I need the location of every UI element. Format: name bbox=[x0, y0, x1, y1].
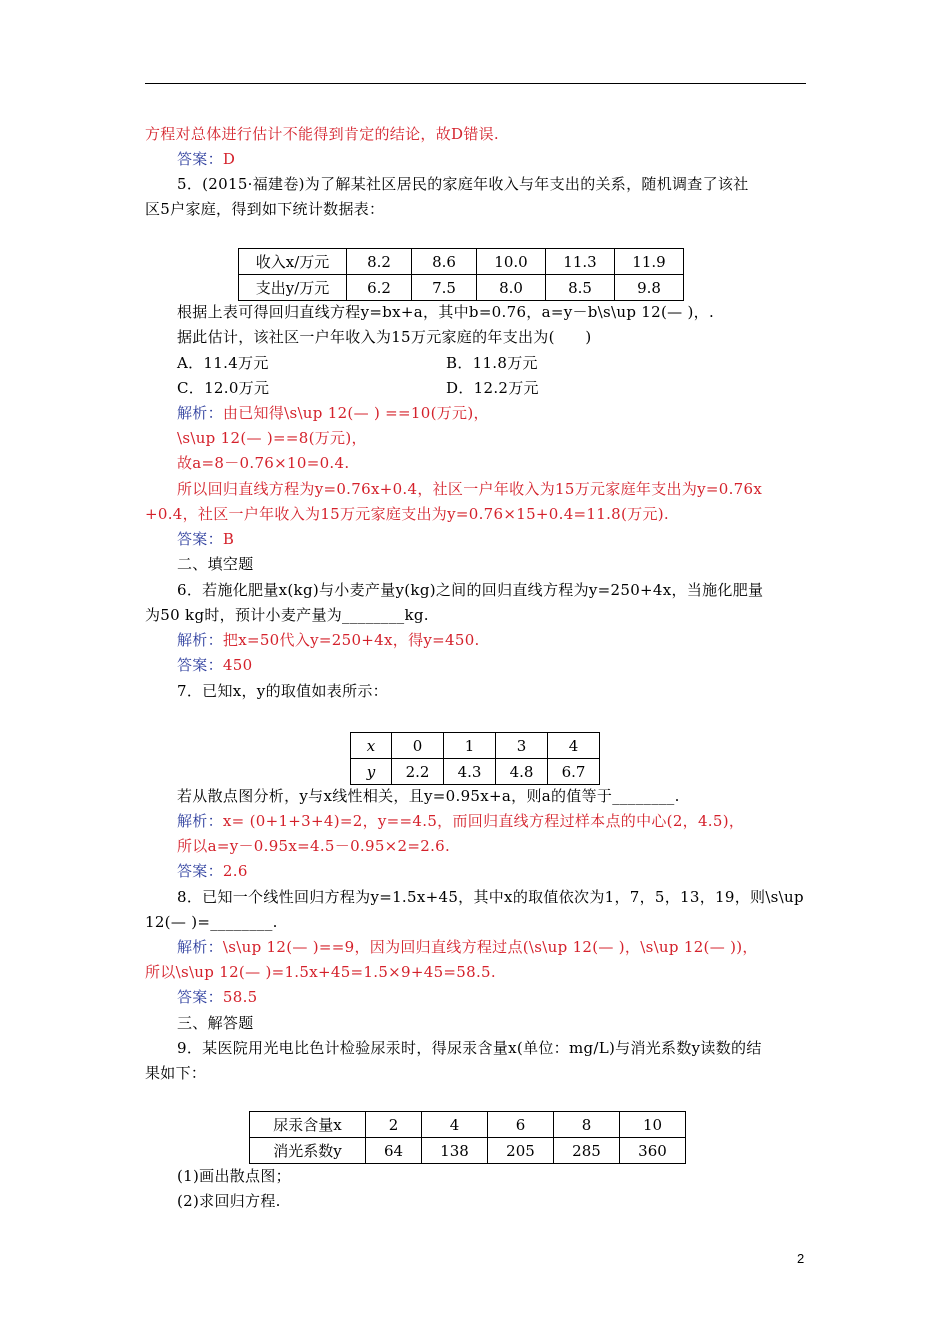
answer-label: 答案： bbox=[177, 150, 223, 168]
answer-line: 答案：58.5 bbox=[177, 988, 258, 1006]
table-cell: 2 bbox=[366, 1112, 422, 1138]
subquestion-line: (2)求回归方程. bbox=[177, 1192, 281, 1210]
answer-label: 答案： bbox=[177, 862, 223, 880]
question-5-line: 区5户家庭，得到如下统计数据表： bbox=[145, 200, 385, 218]
table-row bbox=[239, 275, 684, 301]
table-cell: 10.0 bbox=[477, 249, 546, 275]
table-cell: 2.2 bbox=[392, 759, 444, 785]
section-heading: 三、解答题 bbox=[177, 1014, 254, 1032]
page-number: 2 bbox=[797, 1251, 805, 1266]
table-cell: 3 bbox=[496, 733, 548, 759]
table-cell: 6.2 bbox=[347, 275, 412, 301]
answer-line: 答案：2.6 bbox=[177, 862, 248, 880]
text-line: 根据上表可得回归直线方程y=bx+a，其中b=0.76，a=y－b\s\up 12(— )，. bbox=[177, 303, 715, 321]
analysis-line: 所以\s\up 12(— )=1.5x+45=1.5×9+45=58.5. bbox=[145, 963, 496, 981]
table-row bbox=[351, 759, 600, 785]
answer-line: 答案：B bbox=[177, 530, 235, 548]
answer-line: 答案：450 bbox=[177, 656, 253, 674]
table-cell: 8.6 bbox=[412, 249, 477, 275]
table-cell: 11.3 bbox=[546, 249, 615, 275]
subquestion-line: (1)画出散点图； bbox=[177, 1167, 291, 1185]
table-row bbox=[250, 1112, 686, 1138]
question-7-line: 若从散点图分析，y与x线性相关，且y=0.95x+a，则a的值等于________. bbox=[177, 787, 680, 805]
analysis-label: 解析： bbox=[177, 631, 223, 649]
income-expense-table bbox=[238, 248, 684, 301]
table-cell: 0 bbox=[392, 733, 444, 759]
analysis-label: 解析： bbox=[177, 812, 223, 830]
table-cell: 收入x/万元 bbox=[239, 249, 347, 275]
xy-values-table bbox=[350, 732, 600, 785]
table-row bbox=[239, 249, 684, 275]
table-cell: 10 bbox=[620, 1112, 686, 1138]
option-d: D．12.2万元 bbox=[446, 379, 539, 397]
table-cell: 8.0 bbox=[477, 275, 546, 301]
analysis-line: 所以回归直线方程为y=0.76x+0.4，社区一户年收入为15万元家庭年支出为y=0.76x bbox=[177, 480, 763, 498]
table-cell: 6 bbox=[488, 1112, 554, 1138]
analysis-line: 故a=8－0.76×10=0.4. bbox=[177, 454, 350, 472]
table-cell: 4 bbox=[548, 733, 600, 759]
table-cell: 4 bbox=[422, 1112, 488, 1138]
question-7-line: 7．已知x，y的取值如表所示： bbox=[177, 682, 388, 700]
table-cell: 285 bbox=[554, 1138, 620, 1164]
table-row bbox=[250, 1138, 686, 1164]
analysis-line: 解析：\s\up 12(— )==9，因为回归直线方程过点(\s\up 12(— )，\s\up 12(— ))， bbox=[177, 938, 758, 956]
analysis-label: 解析： bbox=[177, 938, 223, 956]
table-cell: x bbox=[351, 733, 392, 759]
analysis-line: 解析：x= (0+1+3+4)=2，y==4.5，而回归直线方程过样本点的中心(2，4.5)， bbox=[177, 812, 745, 830]
table-cell: 4.8 bbox=[496, 759, 548, 785]
section-heading: 二、填空题 bbox=[177, 555, 254, 573]
table-cell: 9.8 bbox=[615, 275, 684, 301]
question-6-line: 为50 kg时，预计小麦产量为________kg. bbox=[145, 606, 429, 624]
table-cell: 1 bbox=[444, 733, 496, 759]
table-cell: 支出y/万元 bbox=[239, 275, 347, 301]
text-line: 据此估计，该社区一户年收入为15万元家庭的年支出为( ) bbox=[177, 328, 592, 346]
answer-line: 答案：D bbox=[177, 150, 236, 168]
header-rule bbox=[145, 83, 806, 84]
text-line: 方程对总体进行估计不能得到肯定的结论，故D错误. bbox=[145, 125, 499, 143]
question-5-line: 5．(2015·福建卷)为了解某社区居民的家庭年收入与年支出的关系，随机调查了该社 bbox=[177, 175, 749, 193]
table-cell: 11.9 bbox=[615, 249, 684, 275]
analysis-line: \s\up 12(— )==8(万元)， bbox=[177, 429, 367, 447]
table-cell: 138 bbox=[422, 1138, 488, 1164]
analysis-label: 解析： bbox=[177, 404, 223, 422]
table-cell: 64 bbox=[366, 1138, 422, 1164]
table-cell: 消光系数y bbox=[250, 1138, 366, 1164]
table-cell: 8 bbox=[554, 1112, 620, 1138]
option-c: C．12.0万元 bbox=[177, 379, 270, 397]
table-cell: 8.5 bbox=[546, 275, 615, 301]
question-6-line: 6．若施化肥量x(kg)与小麦产量y(kg)之间的回归直线方程为y=250+4x，当施化肥量 bbox=[177, 581, 764, 599]
answer-label: 答案： bbox=[177, 988, 223, 1006]
mercury-table bbox=[249, 1111, 686, 1164]
table-cell: 7.5 bbox=[412, 275, 477, 301]
analysis-line: 所以a=y－0.95x=4.5－0.95×2=2.6. bbox=[177, 837, 451, 855]
table-cell: y bbox=[351, 759, 392, 785]
analysis-line: 解析：把x=50代入y=250+4x，得y=450. bbox=[177, 631, 480, 649]
table-cell: 360 bbox=[620, 1138, 686, 1164]
answer-label: 答案： bbox=[177, 656, 223, 674]
question-8-line: 12(— )=________. bbox=[145, 913, 278, 931]
question-9-line: 9．某医院用光电比色计检验尿汞时，得尿汞含量x(单位：mg/L)与消光系数y读数的结 bbox=[177, 1039, 762, 1057]
option-b: B．11.8万元 bbox=[446, 354, 538, 372]
option-a: A．11.4万元 bbox=[177, 354, 269, 372]
question-9-line: 果如下： bbox=[145, 1064, 207, 1082]
table-cell: 4.3 bbox=[444, 759, 496, 785]
question-8-line: 8．已知一个线性回归方程为y=1.5x+45，其中x的取值依次为1，7，5，13，19，则\s\up bbox=[177, 888, 804, 906]
analysis-line: +0.4，社区一户年收入为15万元家庭支出为y=0.76×15+0.4=11.8(万元). bbox=[145, 505, 669, 523]
table-cell: 6.7 bbox=[548, 759, 600, 785]
table-cell: 尿汞含量x bbox=[250, 1112, 366, 1138]
analysis-line: 解析：由已知得\s\up 12(— ) ==10(万元)， bbox=[177, 404, 489, 422]
answer-label: 答案： bbox=[177, 530, 223, 548]
table-cell: 205 bbox=[488, 1138, 554, 1164]
table-cell: 8.2 bbox=[347, 249, 412, 275]
table-row bbox=[351, 733, 600, 759]
